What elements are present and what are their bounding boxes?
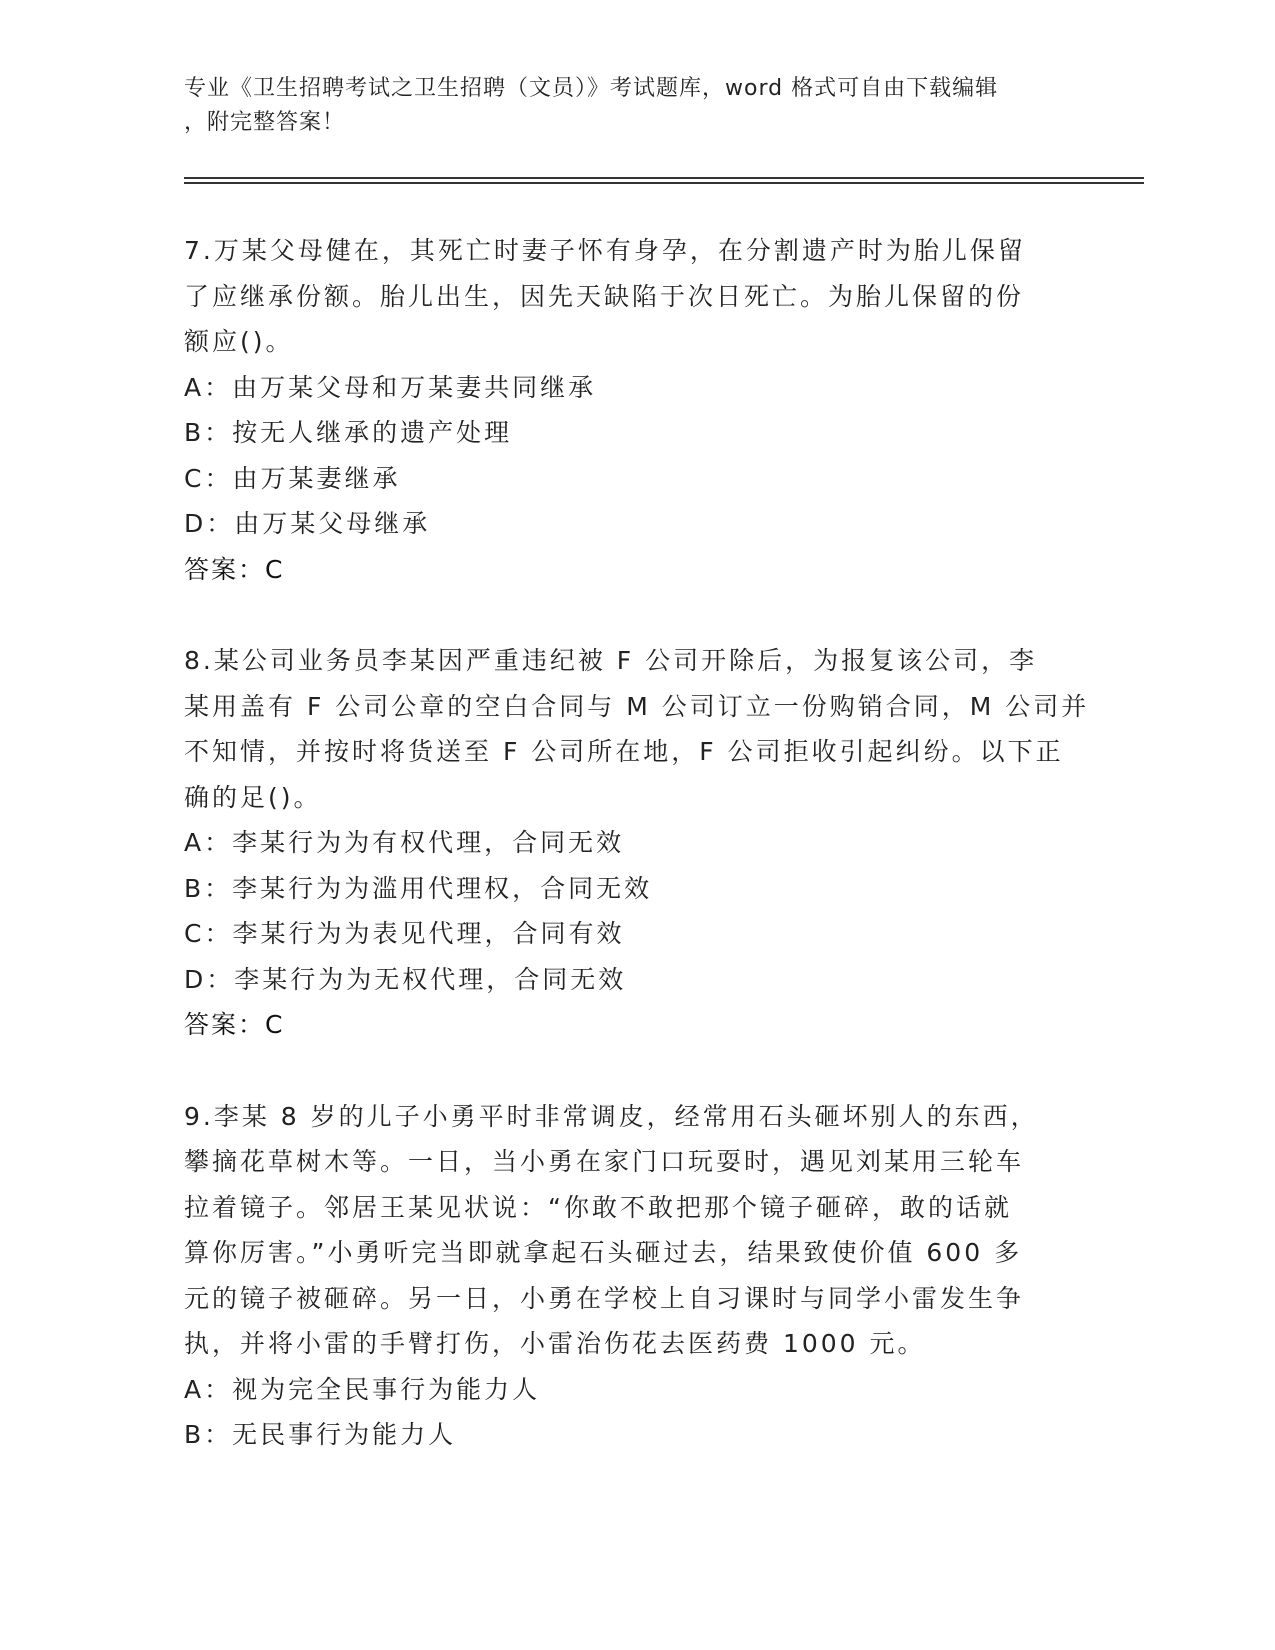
question-9 — [184, 1094, 1084, 1458]
question-list — [184, 228, 1090, 1504]
answer-label: 答案：C — [184, 1010, 285, 1039]
question-text-line: 算你厉害。”小勇听完当即就拿起石头砸过去，结果致使价值 600 多 — [184, 1238, 1023, 1267]
question-8 — [184, 638, 1090, 1048]
option-a: A：视为完全民事行为能力人 — [184, 1374, 541, 1404]
question-9-text — [184, 1094, 1084, 1367]
option-a: A：李某行为为有权代理，合同无效 — [184, 828, 625, 857]
option-d: D：李某行为为无权代理，合同无效 — [184, 964, 627, 994]
option-b: B：按无人继承的遗产处理 — [184, 418, 513, 447]
question-text-line: 确的足()。 — [184, 782, 322, 812]
question-text-line: 执，并将小雷的手臂打伤，小雷治伤花去医药费 1000 元。 — [184, 1329, 926, 1358]
document-header — [184, 72, 1064, 140]
header-rule-bottom — [184, 182, 1144, 184]
answer-label: 答案：C — [184, 554, 285, 584]
question-text-line: 攀摘花草树木等。一日，当小勇在家门口玩耍时，遇见刘某用三轮车 — [184, 1147, 1025, 1176]
question-text-line: 拉着镜子。邻居王某见状说：“你敢不敢把那个镜子砸碎，敢的话就 — [184, 1192, 1012, 1222]
question-text-line: 某用盖有 F 公司公章的空白合同与 M 公司订立一份购销合同，M 公司并 — [184, 691, 1090, 721]
question-8-text — [184, 638, 1090, 820]
option-c: C：由万某妻继承 — [184, 463, 401, 493]
question-text-line: 了应继承份额。胎儿出生，因先天缺陷于次日死亡。为胎儿保留的份 — [184, 281, 1025, 311]
option-b: B：李某行为为滥用代理权，合同无效 — [184, 873, 653, 903]
header-rule-top — [184, 177, 1144, 179]
header-line-1: 专业《卫生招聘考试之卫生招聘（文员）》考试题库，word 格式可自由下载编辑 — [184, 76, 999, 101]
question-text-line: 8.某公司业务员李某因严重违纪被 F 公司开除后，为报复该公司，李 — [184, 646, 1038, 675]
option-b: B：无民事行为能力人 — [184, 1420, 457, 1449]
question-text-line: 7.万某父母健在，其死亡时妻子怀有身孕，在分割遗产时为胎儿保留 — [184, 236, 1026, 265]
option-d: D：由万某父母继承 — [184, 509, 431, 538]
question-text-line: 9.李某 8 岁的儿子小勇平时非常调皮，经常用石头砸坏别人的东西， — [184, 1101, 1039, 1131]
question-text-line: 不知情，并按时将货送至 F 公司所在地，F 公司拒收引起纠纷。以下正 — [184, 737, 1064, 766]
question-7-text — [184, 228, 1084, 365]
question-7 — [184, 228, 1084, 592]
question-text-line: 额应()。 — [184, 327, 294, 356]
question-text-line: 元的镜子被砸碎。另一日，小勇在学校上自习课时与同学小雷发生争 — [184, 1283, 1025, 1313]
header-line-2: ，附完整答案！ — [184, 110, 346, 135]
option-c: C：李某行为为表见代理，合同有效 — [184, 919, 625, 948]
option-a: A：由万某父母和万某妻共同继承 — [184, 372, 597, 402]
